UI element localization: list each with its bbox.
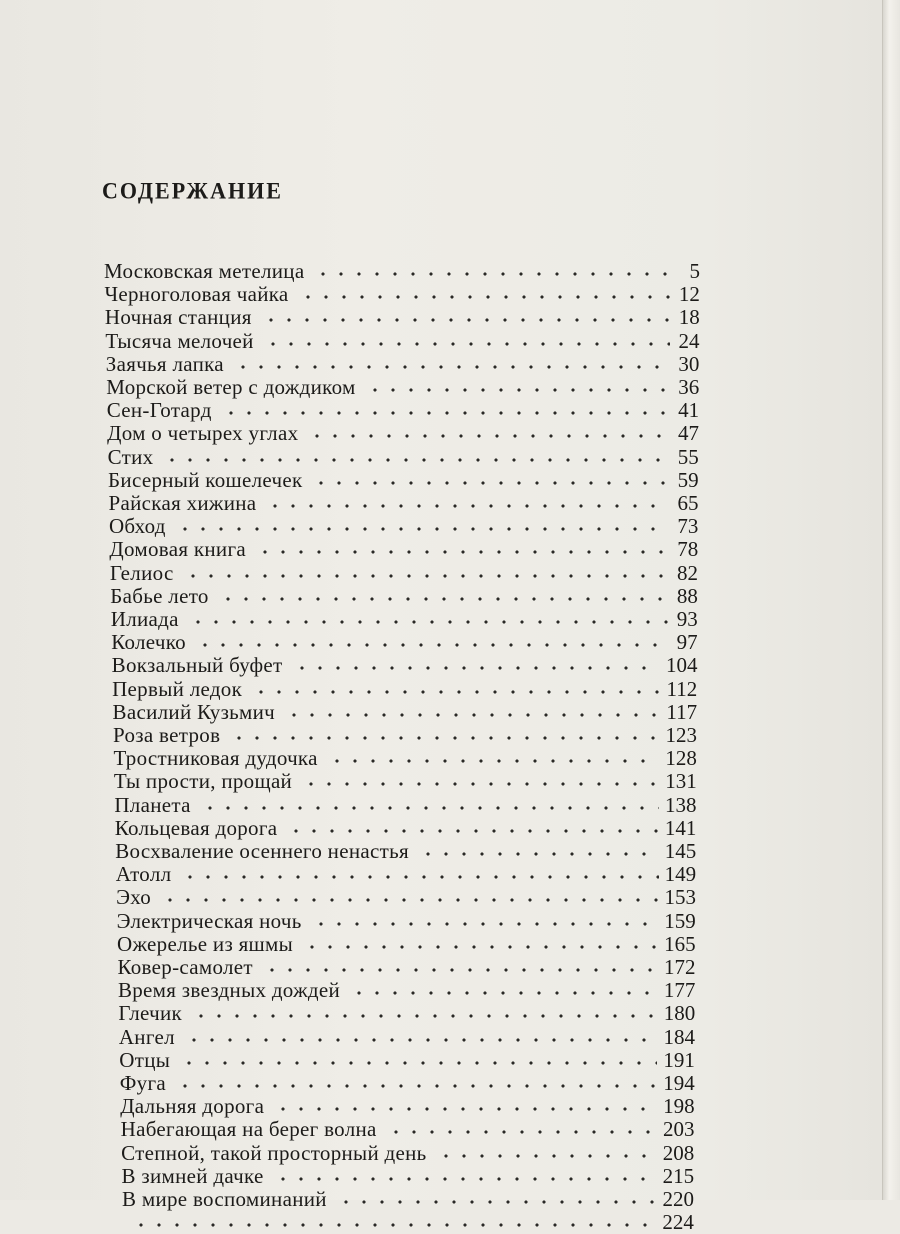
toc-entry: [116, 884, 696, 908]
toc-entry-title: Восхваление осеннего ненастья: [115, 839, 409, 863]
dot-leader: [293, 665, 660, 671]
toc-entry-title: Время звездных дождей: [117, 978, 341, 1003]
toc-entry-title: В зимней дачке: [121, 1163, 264, 1188]
dot-leader: [366, 387, 670, 393]
dot-leader: [312, 921, 659, 927]
toc-entry: [104, 281, 699, 305]
toc-entry: [119, 1024, 695, 1048]
dot-leader: [264, 341, 670, 347]
toc-entry-title: Стих: [107, 444, 154, 469]
dot-leader: [266, 503, 668, 509]
page-title: СОДЕРЖАНИЕ: [102, 177, 283, 204]
dot-leader: [176, 526, 669, 532]
toc-entry-title: Электрическая ночь: [116, 908, 302, 933]
toc-entry-page: 41: [678, 398, 700, 423]
toc-entry-page: 55: [677, 444, 699, 469]
toc-entry: [122, 1209, 693, 1233]
toc-entry-title: Эхо: [116, 885, 152, 910]
toc-entry: [117, 908, 696, 932]
toc-entry: [109, 513, 698, 537]
dot-leader: [161, 897, 658, 903]
toc-entry-page: 172: [664, 955, 696, 979]
toc-entry-page: 123: [665, 723, 697, 747]
toc-entry: [113, 722, 697, 746]
toc-entry-page: 30: [678, 351, 700, 376]
toc-entry: [118, 954, 696, 978]
toc-entry-page: 97: [676, 630, 698, 655]
toc-entry-page: 88: [676, 583, 698, 608]
toc-entry-title: Заячья лапка: [105, 351, 224, 376]
toc-entry: [107, 420, 699, 444]
toc-entry-page: 177: [663, 978, 696, 1003]
toc-entry-page: 138: [665, 792, 697, 817]
toc-entry-page: 149: [664, 862, 697, 887]
toc-entry: [111, 606, 698, 630]
toc-entry-title: Атолл: [115, 862, 172, 887]
toc-entry-page: 47: [677, 421, 699, 446]
dot-leader: [302, 781, 659, 787]
toc-entry-page: 82: [677, 560, 699, 585]
dot-leader: [303, 944, 658, 950]
toc-entry: [117, 931, 696, 955]
toc-entry-title: В мире воспоминаний: [122, 1187, 327, 1211]
toc-entry: [119, 1047, 695, 1071]
toc-entry: [109, 490, 699, 514]
toc-entry: [112, 676, 697, 700]
toc-entry-title: Ночная станция: [104, 305, 252, 330]
toc-entry: [110, 560, 698, 584]
dot-leader: [219, 596, 668, 602]
toc-entry: [118, 977, 695, 1001]
dot-leader: [163, 457, 668, 463]
dot-leader: [192, 1013, 658, 1019]
toc-entry: [108, 444, 699, 468]
toc-entry: [114, 792, 696, 816]
toc-entry-title: Обход: [108, 514, 166, 539]
toc-entry-title: Бабье лето: [110, 583, 209, 608]
dot-leader: [299, 294, 670, 300]
toc-entry: [109, 536, 698, 560]
toc-entry-title: Райская хижина: [108, 491, 257, 515]
toc-entry: [104, 258, 700, 282]
toc-entry-page: 24: [678, 328, 700, 353]
toc-entry-title: Вокзальный буфет: [111, 653, 283, 678]
toc-entry-page: 131: [665, 769, 697, 794]
toc-entry-title: Морской ветер с дождиком: [106, 375, 356, 399]
dot-leader: [274, 1176, 657, 1182]
toc-entry-title: Глечик: [118, 1001, 183, 1026]
toc-entry-title: Роза ветров: [113, 723, 221, 747]
toc-entry-page: 117: [666, 699, 698, 724]
toc-entry-title: Василий Кузьмич: [112, 699, 276, 724]
dot-leader: [222, 410, 669, 416]
toc-entry-page: 73: [677, 514, 699, 539]
dot-leader: [230, 735, 659, 741]
page-edge: [882, 0, 900, 1200]
dot-leader: [196, 642, 668, 648]
toc-entry: [120, 1093, 694, 1117]
toc-entry-title: Первый ледок: [112, 676, 243, 701]
toc-entry-title: Домовая книга: [109, 537, 246, 562]
toc-entry-page: 220: [662, 1187, 694, 1211]
toc-entry-title: Черноголовая чайка: [104, 282, 289, 307]
toc-entry-title: Бисерный кошелечек: [108, 467, 303, 492]
toc-entry: [106, 374, 699, 398]
toc-entry: [108, 467, 699, 491]
toc-entry-page: 93: [676, 607, 698, 631]
toc-entry: [118, 1000, 695, 1024]
toc-entry: [105, 304, 700, 328]
toc-entry-page: 12: [678, 282, 700, 307]
toc-entry-title: Ожерелье из яшмы: [117, 931, 294, 956]
dot-leader: [180, 1060, 657, 1066]
toc-entry: [114, 768, 697, 792]
dot-leader: [201, 805, 659, 811]
dot-leader: [328, 758, 660, 764]
toc-entry: [105, 328, 699, 352]
toc-entry-title: Московская метелица: [104, 259, 305, 283]
dot-leader: [234, 364, 669, 370]
dot-leader: [256, 549, 668, 555]
toc-entry-page: 5: [689, 259, 700, 283]
toc-entry: [121, 1140, 694, 1164]
toc-entry-title: Колечко: [111, 630, 186, 655]
toc-entry-title: Сен-Готард: [106, 398, 212, 423]
toc-entry-title: Тростниковая дудочка: [113, 746, 318, 771]
toc-entry-title: Илиада: [110, 607, 179, 631]
toc-entry-title: Дальняя дорога: [120, 1094, 265, 1119]
toc-entry-title: Планета: [114, 792, 191, 817]
toc-entry-page: 203: [662, 1117, 695, 1142]
toc-entry: [121, 1116, 695, 1140]
dot-leader: [419, 851, 659, 857]
toc-entry: [110, 583, 698, 607]
dot-leader: [176, 1083, 657, 1089]
toc-entry-page: 59: [677, 467, 699, 492]
dot-leader: [287, 828, 659, 834]
dot-leader: [252, 689, 660, 695]
toc-entry: [113, 745, 696, 769]
toc-entry: [116, 861, 696, 885]
toc-entry: [122, 1163, 695, 1187]
toc-entry-page: 36: [678, 375, 700, 399]
toc-entry: [122, 1186, 694, 1210]
toc-entry-page: 112: [666, 676, 698, 701]
toc-entry-page: 224: [662, 1210, 694, 1234]
toc-entry-title: Набегающая на берег волна: [120, 1117, 377, 1142]
toc-entry-title: Тысяча мелочей: [105, 328, 254, 353]
toc-entry-page: 153: [664, 885, 696, 910]
toc-entry-title: Кольцевая дорога: [114, 815, 278, 840]
toc-entry-title: Степной, такой просторный день: [121, 1140, 427, 1165]
toc-entry-page: 65: [677, 491, 699, 515]
toc-entry-page: 18: [678, 305, 700, 330]
toc-entry: [112, 652, 698, 676]
toc-entry-page: 78: [677, 537, 699, 562]
toc-entry-page: 159: [664, 908, 696, 933]
toc-entry-page: 145: [664, 839, 697, 863]
dot-leader: [274, 1106, 657, 1112]
toc-entry: [113, 699, 698, 723]
dot-leader: [387, 1129, 657, 1135]
dot-leader: [185, 1037, 658, 1043]
toc-entry: [107, 397, 699, 421]
toc-entry-title: Гелиос: [109, 560, 174, 585]
toc-entry-page: 198: [663, 1094, 695, 1119]
toc-entry: [115, 815, 697, 839]
dot-leader: [181, 874, 658, 880]
dot-leader: [314, 271, 670, 277]
toc-entry-page: 165: [664, 931, 696, 956]
dot-leader: [437, 1153, 657, 1159]
toc-entry: [120, 1070, 695, 1094]
toc-entry-title: Ангел: [118, 1024, 175, 1049]
dot-leader: [184, 573, 668, 579]
dot-leader: [189, 619, 668, 625]
toc-entry-title: Отцы: [119, 1047, 171, 1072]
dot-leader: [350, 990, 658, 996]
dot-leader: [263, 967, 658, 973]
dot-leader: [308, 433, 669, 439]
toc-entry: [115, 838, 696, 862]
toc-entry: [111, 629, 697, 653]
dot-leader: [262, 317, 670, 323]
dot-leader: [285, 712, 660, 718]
toc-entry-page: 128: [665, 746, 697, 771]
toc-entry-page: 208: [662, 1140, 695, 1165]
toc-entry-title: Ковер-самолет: [117, 955, 253, 979]
toc-entry-page: 180: [663, 1001, 696, 1026]
dot-leader: [132, 1222, 656, 1228]
toc-entry-title: Фуга: [119, 1071, 166, 1095]
toc-entry-page: 141: [664, 815, 697, 840]
toc-entry: [106, 351, 700, 375]
toc-entry-page: 215: [662, 1163, 695, 1188]
toc-entry-page: 191: [663, 1047, 695, 1072]
toc-entry-page: 184: [663, 1024, 696, 1049]
toc-entry-page: 194: [663, 1071, 695, 1095]
toc-entry-title: Дом о четырех углах: [107, 421, 299, 446]
toc-entry-page: 104: [665, 653, 698, 678]
dot-leader: [312, 480, 668, 486]
toc-entry-title: Ты прости, прощай: [113, 769, 293, 794]
